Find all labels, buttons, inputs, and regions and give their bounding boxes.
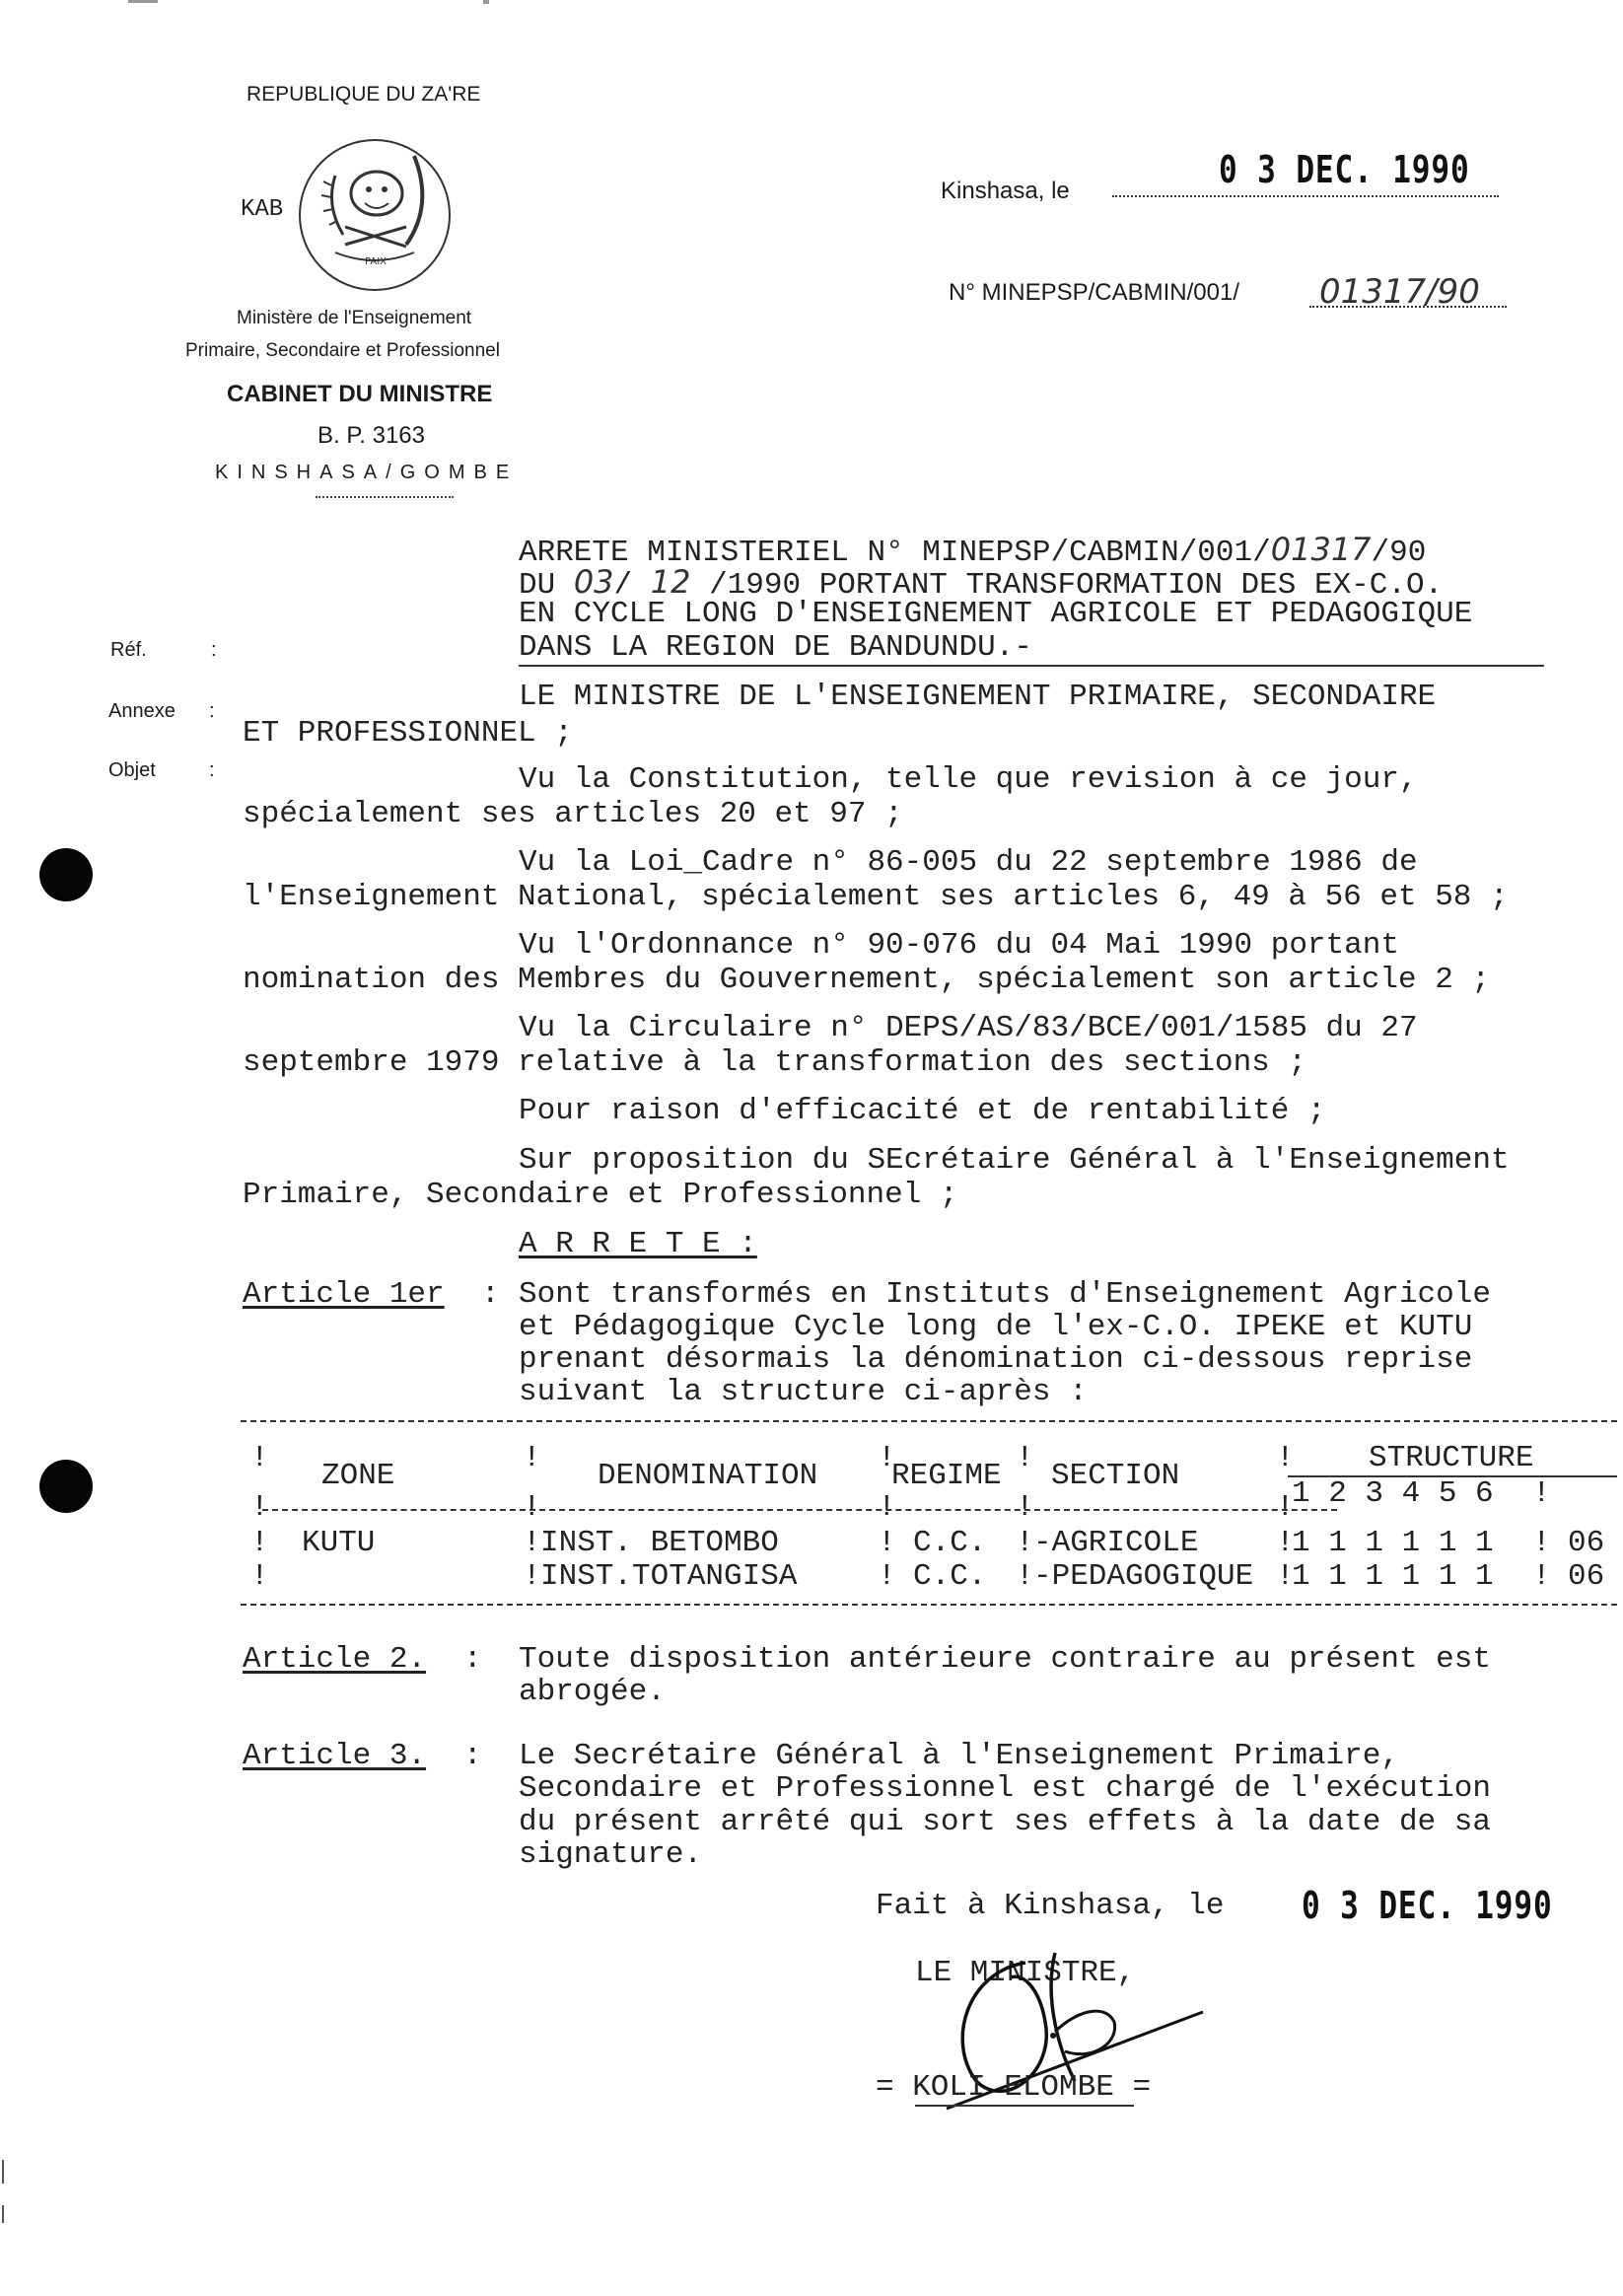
table-sep: ! <box>1276 1559 1295 1594</box>
table-cell-regime: C.C. <box>913 1526 987 1560</box>
article-3-line-3: du présent arrêté qui sort ses effets à la date de sa <box>519 1805 1491 1839</box>
raison-line: Pour raison d'efficacité et de rentabilité ; <box>519 1094 1326 1128</box>
scan-mark <box>483 0 489 4</box>
article-1-line-1: Sont transformés en Instituts d'Enseignement Agricole <box>519 1277 1491 1312</box>
binding-hole <box>39 1460 93 1513</box>
table-sep: ! <box>878 1490 896 1525</box>
postal-box: B. P. 3163 <box>318 422 425 449</box>
table-cell-structure: 1 1 1 1 1 1 <box>1292 1559 1494 1594</box>
vu-loi-cadre-2: l'Enseignement National, spécialement ses articles 6, 49 à 56 et 58 ; <box>243 880 1509 914</box>
reference-label: N° MINEPSP/CABMIN/001/ <box>949 279 1240 306</box>
annexe-colon: : <box>209 700 215 722</box>
table-sep: ! <box>1276 1441 1295 1475</box>
signatory-underline <box>915 2105 1134 2107</box>
table-sep: ! <box>250 1441 269 1475</box>
table-cell-regime: C.C. <box>913 1559 987 1594</box>
title-du: DU <box>519 568 574 603</box>
table-sep: ! <box>1016 1441 1034 1475</box>
table-sep: ! <box>1532 1526 1551 1560</box>
table-sep: ! <box>250 1559 269 1594</box>
date-dotted-line <box>1112 195 1499 197</box>
title-rest: /1990 PORTANT TRANSFORMATION DES EX-C.O. <box>690 568 1444 603</box>
table-cell-denomination: INST. BETOMBO <box>540 1526 779 1560</box>
table-header-rule <box>262 1509 1337 1511</box>
article-3-line-4: signature. <box>519 1837 703 1872</box>
table-cell-structure: 1 1 1 1 1 1 <box>1292 1526 1494 1560</box>
table-sep: ! <box>523 1559 541 1594</box>
cabinet-title: CABINET DU MINISTRE <box>227 381 493 407</box>
title-handwritten-month: 12 <box>650 563 691 601</box>
article-3-line-2: Secondaire et Professionnel est chargé de l'exécution <box>519 1771 1491 1806</box>
table-sep: ! <box>523 1490 541 1525</box>
article-3-colon: : <box>463 1739 482 1773</box>
minister-line-1: LE MINISTRE DE L'ENSEIGNEMENT PRIMAIRE, SECONDAIRE <box>519 680 1437 714</box>
table-sep: ! <box>1016 1559 1034 1594</box>
table-sep: ! <box>878 1559 896 1594</box>
table-sep: ! <box>250 1526 269 1560</box>
article-2-line-1: Toute disposition antérieure contraire au présent est <box>519 1642 1491 1677</box>
objet-colon: : <box>209 759 215 781</box>
table-header-denomination: DENOMINATION <box>598 1459 818 1493</box>
article-3-line-1: Le Secrétaire Général à l'Enseignement Primaire, <box>519 1739 1399 1773</box>
table-header-structure: STRUCTURE <box>1369 1441 1534 1475</box>
objet-label: Objet <box>108 759 156 781</box>
table-cell-total: 06 <box>1568 1559 1605 1594</box>
title-slash: / <box>613 568 651 603</box>
scan-mark <box>2 2205 4 2223</box>
vu-circulaire-2: septembre 1979 relative à la transformation des sections ; <box>243 1045 1306 1080</box>
vu-constitution-2: spécialement ses articles 20 et 97 ; <box>243 797 903 831</box>
table-cell-total: 06 <box>1568 1526 1605 1560</box>
title-rule <box>519 665 1544 667</box>
title-prefix: ARRETE MINISTERIEL N° MINEPSP/CABMIN/001/ <box>519 536 1271 570</box>
coat-of-arms-emblem <box>296 136 454 294</box>
vu-circulaire-1: Vu la Circulaire n° DEPS/AS/83/BCE/001/1585 du 27 <box>519 1011 1418 1045</box>
seal-motto: PAIX <box>365 256 388 267</box>
minister-title: LE MINISTRE, <box>915 1956 1136 1990</box>
title-line-3: EN CYCLE LONG D'ENSEIGNEMENT AGRICOLE ET PEDAGOGIQUE <box>519 597 1473 631</box>
table-sep: ! <box>878 1526 896 1560</box>
vu-ordonnance-2: nomination des Membres du Gouvernement, spécialement son article 2 ; <box>243 963 1491 997</box>
signatory-name: = KOLI ELOMBE = <box>876 2070 1152 2105</box>
table-header-regime: REGIME <box>891 1459 1002 1493</box>
table-cell-denomination: INST.TOTANGISA <box>540 1559 798 1594</box>
table-cell-zone: KUTU <box>302 1526 376 1560</box>
article-2-line-2: abrogée. <box>519 1675 666 1709</box>
article-1-label: Article 1er <box>243 1277 445 1312</box>
table-header-structure-cols: 1 2 3 4 5 6 <box>1292 1476 1494 1511</box>
table-sep: ! <box>1016 1490 1034 1525</box>
letterhead-underline <box>316 496 454 501</box>
annexe-label: Annexe <box>108 700 176 722</box>
table-sep: ! <box>1016 1526 1034 1560</box>
title-line-4: DANS LA REGION DE BANDUNDU.- <box>519 630 1032 665</box>
table-top-rule <box>241 1420 1617 1422</box>
table-bottom-rule <box>241 1604 1617 1606</box>
scan-mark <box>2 2160 4 2184</box>
table-sep: ! <box>1276 1490 1295 1525</box>
fait-a-kinshasa: Fait à Kinshasa, le <box>876 1889 1225 1923</box>
ref-colon: : <box>211 639 217 661</box>
date-stamp: 0 3 DEC. 1990 <box>1219 148 1470 191</box>
ministry-line-2: Primaire, Secondaire et Professionnel <box>185 340 500 361</box>
minister-line-2: ET PROFESSIONNEL ; <box>243 716 573 751</box>
scan-mark <box>128 0 158 3</box>
ref-label: Réf. <box>110 639 147 661</box>
table-sep: ! <box>878 1441 896 1475</box>
table-cell-section: -PEDAGOGIQUE <box>1033 1559 1254 1594</box>
table-sep: ! <box>250 1490 269 1525</box>
article-1-line-4: suivant la structure ci-après : <box>519 1375 1088 1409</box>
table-header-zone: ZONE <box>321 1459 395 1493</box>
vu-constitution-1: Vu la Constitution, telle que revision à ce jour, <box>519 762 1418 797</box>
arrete-heading: A R R E T E : <box>519 1227 757 1261</box>
article-2-label: Article 2. <box>243 1642 427 1677</box>
table-sep: ! <box>523 1441 541 1475</box>
place-date-label: Kinshasa, le <box>941 178 1070 204</box>
ministry-line-1: Ministère de l'Enseignement <box>237 308 472 328</box>
city-label: KINSHASA/GOMBE <box>215 462 519 483</box>
table-header-section: SECTION <box>1051 1459 1180 1493</box>
table-sep: ! <box>1532 1559 1551 1594</box>
reference-handwritten: 01317/90 <box>1319 272 1480 312</box>
title-handwritten-day: 03 <box>573 563 614 601</box>
proposition-line-1: Sur proposition du SEcrétaire Général à l'Enseignement <box>519 1143 1510 1178</box>
article-2-colon: : <box>463 1642 482 1677</box>
kab-label: KAB <box>241 196 284 223</box>
table-sep: ! <box>1276 1526 1295 1560</box>
closing-date-stamp: 0 3 DEC. 1990 <box>1302 1884 1553 1927</box>
article-1-line-3: prenant désormais la dénomination ci-dessous reprise <box>519 1342 1473 1377</box>
title-year: /90 <box>1371 536 1427 570</box>
vu-ordonnance-1: Vu l'Ordonnance n° 90-076 du 04 Mai 1990 portant <box>519 928 1399 963</box>
reference-dotted-line <box>1309 306 1507 308</box>
table-sep: ! <box>1532 1476 1551 1511</box>
proposition-line-2: Primaire, Secondaire et Professionnel ; <box>243 1178 958 1212</box>
table-cell-section: -AGRICOLE <box>1033 1526 1199 1560</box>
article-3-label: Article 3. <box>243 1739 427 1773</box>
article-1-line-2: et Pédagogique Cycle long de l'ex-C.O. IPEKE et KUTU <box>519 1310 1473 1344</box>
republic-label: REPUBLIQUE DU ZA'RE <box>247 83 481 106</box>
binding-hole <box>39 848 93 901</box>
vu-loi-cadre-1: Vu la Loi_Cadre n° 86-005 du 22 septembre 1986 de <box>519 845 1418 880</box>
article-1-colon: : <box>481 1277 500 1312</box>
table-sep: ! <box>523 1526 541 1560</box>
title-handwritten-number: 01317 <box>1270 531 1372 568</box>
